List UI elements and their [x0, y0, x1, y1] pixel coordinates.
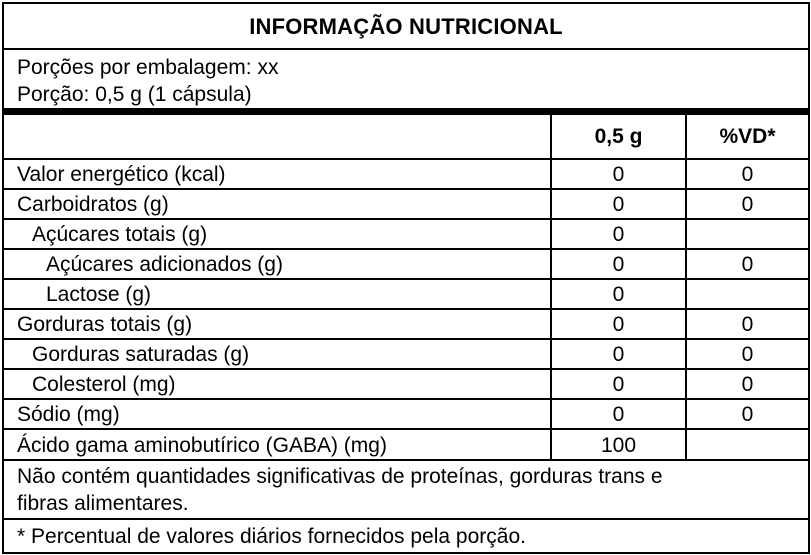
servings-per-package: Porções por embalagem: xx	[17, 56, 279, 79]
nutrient-dv: 0	[741, 253, 754, 276]
nutrient-dv: 0	[741, 193, 754, 216]
nutrient-amount: 0	[612, 373, 625, 396]
nutrient-name: Gorduras totais (g)	[17, 313, 193, 336]
nutrient-dv: 0	[741, 163, 754, 186]
amount-column-header: 0,5 g	[594, 125, 643, 148]
nutrient-note	[4, 463, 808, 520]
note-line: fibras alimentares.	[17, 492, 189, 515]
note-line: Não contém quantidades significativas de proteínas, gorduras trans e	[17, 465, 663, 488]
nutrient-dv: 0	[741, 373, 754, 396]
table-row	[4, 190, 808, 220]
nutrient-amount: 0	[612, 343, 625, 366]
footnote	[4, 520, 808, 552]
nutrient-amount: 0	[612, 283, 625, 306]
nutrient-name: Ácido gama aminobutírico (GABA) (mg)	[17, 434, 387, 457]
nutrient-name: Lactose (g)	[46, 283, 152, 306]
nutrient-dv: 0	[741, 343, 754, 366]
table-row	[4, 220, 808, 250]
table-row	[4, 280, 808, 310]
nutrient-amount: 0	[612, 313, 625, 336]
nutrient-name: Valor energético (kcal)	[17, 163, 226, 186]
panel-title: INFORMAÇÃO NUTRICIONAL	[4, 4, 808, 50]
nutrient-name: Açúcares adicionados (g)	[46, 253, 283, 276]
table-row	[4, 430, 808, 461]
nutrient-name: Carboidratos (g)	[17, 193, 169, 216]
nutrition-facts-panel	[2, 2, 810, 554]
nutrient-amount: 0	[612, 253, 625, 276]
table-row	[4, 160, 808, 190]
nutrient-amount: 100	[600, 434, 637, 457]
portion-size: Porção: 0,5 g (1 cápsula)	[17, 83, 252, 106]
nutrient-amount: 0	[612, 193, 625, 216]
table-row	[4, 250, 808, 280]
table-row	[4, 310, 808, 340]
thick-divider	[4, 108, 808, 115]
dv-column-header: %VD*	[719, 125, 776, 148]
nutrient-dv: 0	[741, 403, 754, 426]
nutrient-name: Gorduras saturadas (g)	[32, 343, 250, 366]
nutrient-amount: 0	[612, 403, 625, 426]
column-divider	[550, 115, 552, 461]
column-divider	[685, 115, 687, 461]
table-row	[4, 370, 808, 400]
nutrient-amount: 0	[612, 223, 625, 246]
nutrient-name: Colesterol (mg)	[32, 373, 176, 396]
table-header-row	[4, 115, 808, 160]
nutrient-amount: 0	[612, 163, 625, 186]
table-row	[4, 400, 808, 430]
nutrient-dv: 0	[741, 313, 754, 336]
serving-info	[4, 50, 808, 108]
footnote-text: * Percentual de valores diários fornecidos pela porção.	[17, 525, 526, 548]
table-row	[4, 340, 808, 370]
nutrient-name: Sódio (mg)	[17, 403, 120, 426]
nutrient-name: Açúcares totais (g)	[32, 223, 208, 246]
